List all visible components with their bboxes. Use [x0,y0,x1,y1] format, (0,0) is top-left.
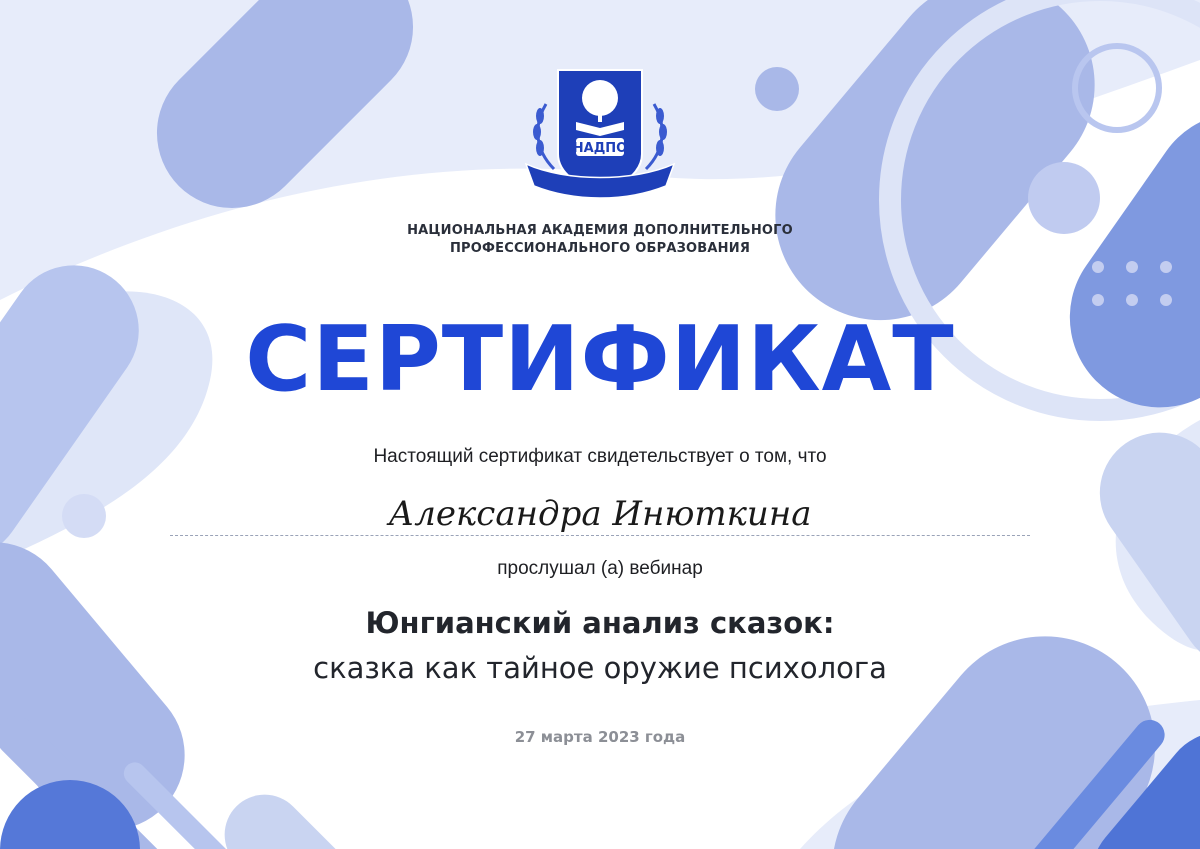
organization-line-2: ПРОФЕССИОНАЛЬНОГО ОБРАЗОВАНИЯ [449,241,751,256]
logo-text: НАДПО [572,141,628,156]
organization-line-1: НАЦИОНАЛЬНАЯ АКАДЕМИЯ ДОПОЛНИТЕЛЬНОГО [407,223,793,238]
listened-label: прослушал (а) вебинар [497,558,703,579]
decor-dot [755,67,799,111]
recipient-name: Александра Инюткина [388,494,812,534]
organization-name [300,222,900,258]
academy-logo [516,64,684,212]
certificate-title: СЕРТИФИКАТ [245,307,955,412]
laurel-left-icon [533,104,554,169]
webinar-title: Юнгианский анализ сказок: [365,606,835,640]
name-underline [170,535,1030,536]
certificate-statement: Настоящий сертификат свидетельствует о том, что [373,446,827,467]
certificate-date: 27 марта 2023 года [514,728,686,746]
webinar-subtitle: сказка как тайное оружие психолога [313,651,887,685]
laurel-right-icon [646,104,667,169]
